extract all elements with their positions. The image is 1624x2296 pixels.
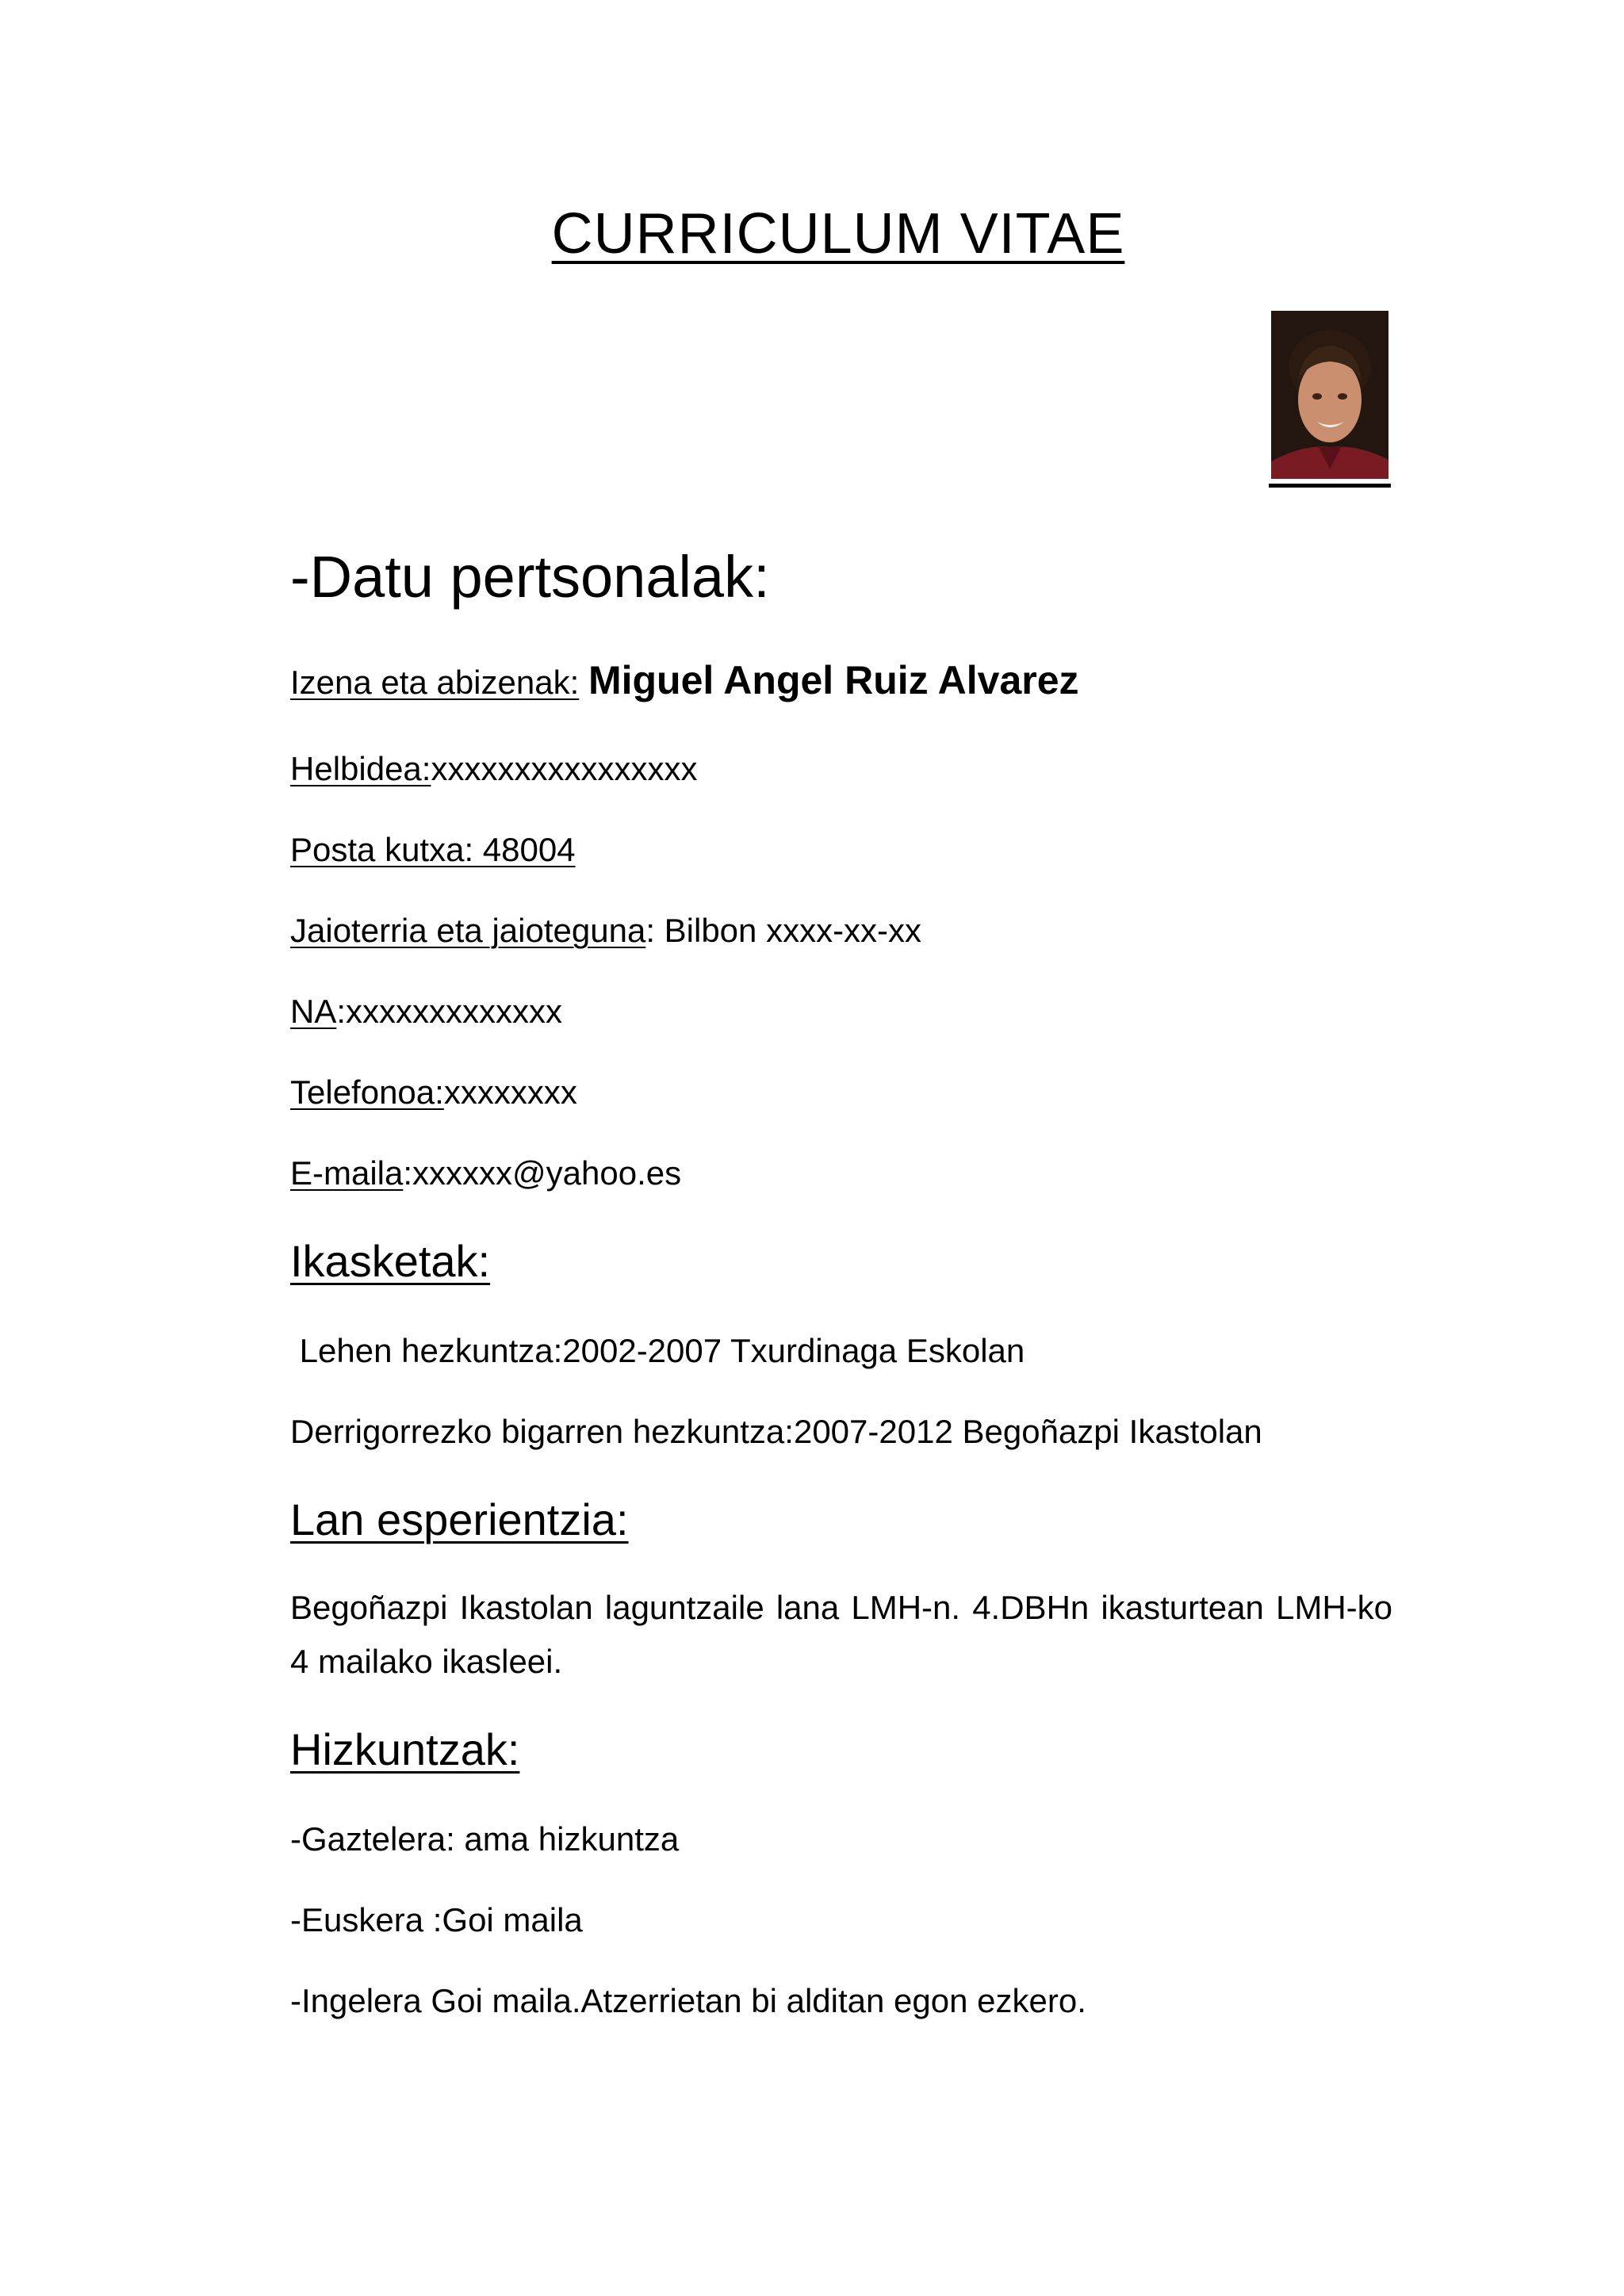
language-item: -Gaztelera: ama hizkuntza — [290, 1820, 680, 1858]
id-value: :xxxxxxxxxxxxx — [336, 993, 563, 1030]
personal-data-heading: -Datu pertsonalak: — [290, 544, 770, 610]
name-row — [290, 658, 1079, 705]
language-item: -Ingelera Goi maila.Atzerrietan bi alditan egon ezkero. — [290, 1982, 1086, 2019]
portrait-drawing — [1271, 311, 1388, 479]
document-title: CURRICULUM VITAE — [551, 202, 1125, 266]
name-value: Miguel Angel Ruiz Alvarez — [588, 658, 1079, 702]
phone-label: Telefonoa: — [290, 1073, 444, 1111]
studies-heading: Ikasketak: — [290, 1236, 491, 1286]
postal-row — [290, 828, 576, 872]
name-label: Izena eta abizenak: — [290, 664, 580, 701]
photo-underline — [1269, 484, 1391, 488]
work-heading: Lan esperientzia: — [290, 1494, 629, 1544]
address-value: xxxxxxxxxxxxxxxx — [431, 750, 698, 787]
profile-photo — [1269, 311, 1391, 492]
phone-row — [290, 1070, 577, 1115]
birth-value: : Bilbon xxxx-xx-xx — [645, 912, 922, 949]
birth-label: Jaioterria eta jaioteguna — [290, 912, 646, 949]
work-paragraph: Begoñazpi Ikastolan laguntzaile lana LMH-n. 4.DBHn ikasturtean LMH-ko 4 mailako ikasleei. — [290, 1589, 1392, 1680]
phone-value: xxxxxxxx — [443, 1073, 577, 1111]
postal-label: Posta kutxa: 48004 — [290, 831, 576, 868]
id-label: NA — [290, 993, 337, 1030]
birth-row — [290, 909, 921, 953]
portrait-image — [1271, 311, 1388, 479]
email-value: :xxxxxx@yahoo.es — [403, 1154, 682, 1192]
studies-item: Lehen hezkuntza:2002-2007 Txurdinaga Eskolan — [290, 1332, 1025, 1369]
address-label: Helbidea: — [290, 750, 431, 787]
email-row — [290, 1151, 681, 1196]
studies-item: Derrigorrezko bigarren hezkuntza:2007-2012 Begoñazpi Ikastolan — [290, 1413, 1262, 1450]
id-row — [290, 989, 562, 1034]
address-row — [290, 747, 697, 791]
language-item: -Euskera :Goi maila — [290, 1901, 583, 1938]
languages-heading: Hizkuntzak: — [290, 1724, 520, 1774]
email-label: E-maila — [290, 1154, 404, 1192]
